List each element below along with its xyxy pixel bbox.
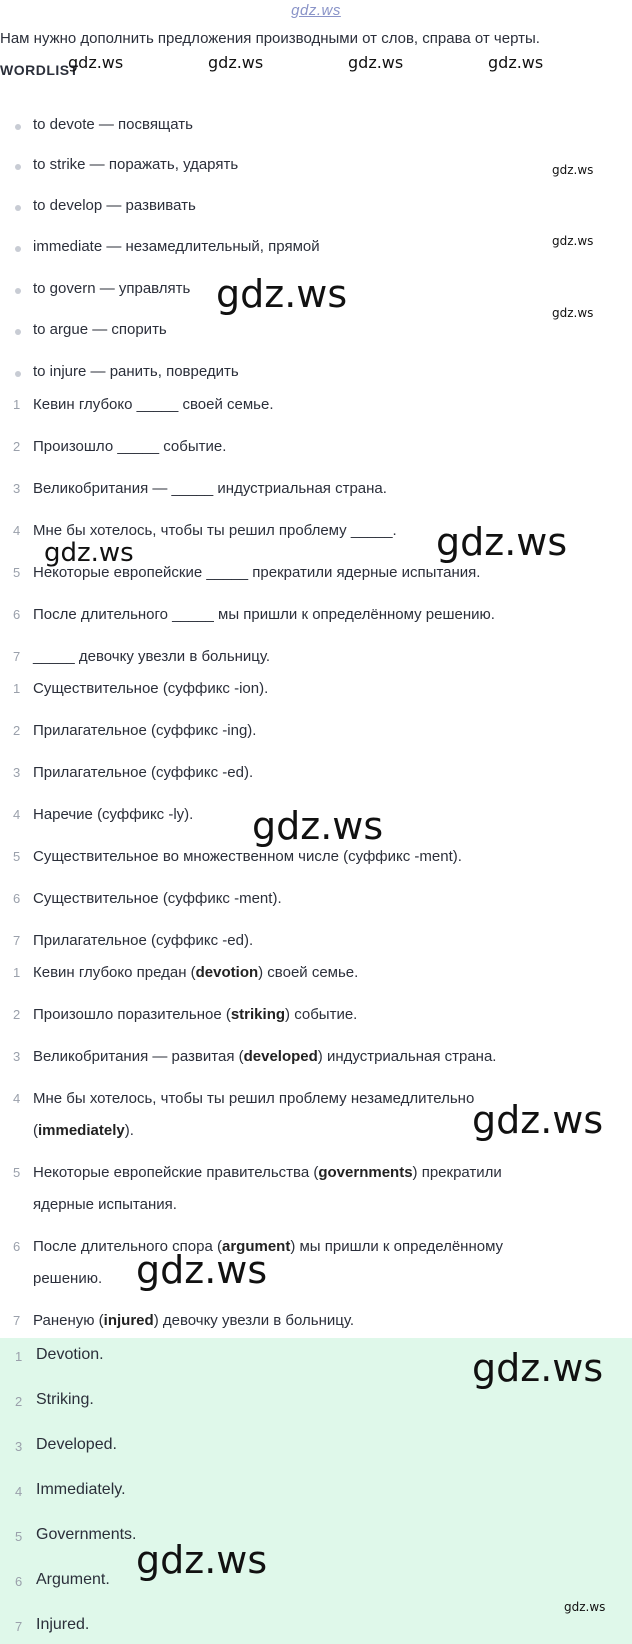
watermark: gdz.ws xyxy=(472,1346,604,1390)
answer-item: Injured. xyxy=(36,1616,90,1633)
watermark: gdz.ws xyxy=(252,804,384,848)
item-number: 2 xyxy=(13,1007,21,1022)
site-logo[interactable]: gdz.ws xyxy=(291,2,341,19)
item-number: 1 xyxy=(13,965,21,980)
task-sentence: После длительного _____ мы пришли к определённому решению. xyxy=(33,606,495,623)
bullet-icon xyxy=(15,124,21,130)
answer-word: immediately xyxy=(38,1122,125,1139)
answer-item: Developed. xyxy=(36,1436,117,1453)
item-number: 5 xyxy=(13,849,21,864)
filled-sentence: Великобритания — развитая (developed) индустриальная страна. xyxy=(33,1048,497,1065)
answer-item: Striking. xyxy=(36,1391,94,1408)
wordlist-item: to strike — поражать, ударять xyxy=(33,156,239,173)
task-sentence: Великобритания — _____ индустриальная страна. xyxy=(33,480,387,497)
watermark: gdz.ws xyxy=(472,1098,604,1142)
answer-word: developed xyxy=(243,1048,318,1065)
filled-sentence-cont: ядерные испытания. xyxy=(33,1196,177,1213)
wordlist-item: to argue — спорить xyxy=(33,321,167,338)
watermark: gdz.ws xyxy=(552,306,594,320)
item-number: 6 xyxy=(13,607,21,622)
task-sentence: Некоторые европейские _____ прекратили ядерные испытания. xyxy=(33,564,481,581)
answer-word: argument xyxy=(221,1238,291,1255)
answer-item: Devotion. xyxy=(36,1346,104,1363)
item-number: 6 xyxy=(13,1239,21,1254)
item-number: 2 xyxy=(15,1394,23,1409)
item-number: 2 xyxy=(13,723,21,738)
hint-text: Прилагательное (суффикс -ed). xyxy=(33,932,254,949)
item-number: 5 xyxy=(13,565,21,580)
item-number: 1 xyxy=(15,1349,23,1364)
hint-text: Существительное (суффикс -ion). xyxy=(33,680,269,697)
task-sentence: Кевин глубоко _____ своей семье. xyxy=(33,396,274,413)
bullet-icon xyxy=(15,164,21,170)
filled-sentence: Мне бы хотелось, чтобы ты решил проблему незамедлительно xyxy=(33,1090,475,1107)
watermark: gdz.ws xyxy=(44,538,134,568)
hint-text: Прилагательное (суффикс -ed). xyxy=(33,764,254,781)
wordlist-title: WORDLIST xyxy=(0,62,79,78)
watermark: gdz.ws xyxy=(552,234,594,248)
item-number: 4 xyxy=(13,807,21,822)
watermark: gdz.ws xyxy=(552,163,594,177)
bullet-icon xyxy=(15,371,21,377)
watermark: gdz.ws xyxy=(216,272,348,316)
item-number: 4 xyxy=(13,523,21,538)
item-number: 7 xyxy=(13,649,21,664)
wordlist-item: to develop — развивать xyxy=(33,197,196,214)
item-number: 4 xyxy=(15,1484,23,1499)
item-number: 3 xyxy=(13,1049,21,1064)
task-sentence: Произошло _____ событие. xyxy=(33,438,227,455)
hint-text: Существительное во множественном числе (суффикс -ment). xyxy=(33,848,462,865)
wordlist-item: to injure — ранить, повредить xyxy=(33,363,239,380)
answer-word: striking xyxy=(230,1006,286,1023)
wordlist-item: to devote — посвящать xyxy=(33,116,193,133)
filled-sentence: Раненую (injured) девочку увезли в больницу. xyxy=(33,1312,355,1329)
bullet-icon xyxy=(15,205,21,211)
answer-word: injured xyxy=(103,1312,154,1329)
item-number: 4 xyxy=(13,1091,21,1106)
watermark: gdz.ws xyxy=(208,53,264,72)
item-number: 3 xyxy=(13,481,21,496)
item-number: 7 xyxy=(15,1619,23,1634)
item-number: 2 xyxy=(13,439,21,454)
intro-text: Нам нужно дополнить предложения производными от слов, справа от черты. xyxy=(0,30,540,47)
filled-sentence-cont: решению. xyxy=(33,1270,103,1287)
bullet-icon xyxy=(15,288,21,294)
watermark: gdz.ws xyxy=(564,1600,606,1614)
item-number: 3 xyxy=(15,1439,23,1454)
watermark: gdz.ws xyxy=(348,53,404,72)
hint-text: Существительное (суффикс -ment). xyxy=(33,890,282,907)
item-number: 1 xyxy=(13,681,21,696)
item-number: 5 xyxy=(13,1165,21,1180)
watermark: gdz.ws xyxy=(488,53,544,72)
watermark: gdz.ws xyxy=(68,53,124,72)
item-number: 7 xyxy=(13,1313,21,1328)
filled-sentence: Кевин глубоко предан (devotion) своей семье. xyxy=(33,964,359,981)
answer-word: governments xyxy=(318,1164,413,1181)
answer-word: devotion xyxy=(195,964,259,981)
bullet-icon xyxy=(15,329,21,335)
answer-item: Governments. xyxy=(36,1526,137,1543)
filled-sentence: Некоторые европейские правительства (governments) прекратили xyxy=(33,1164,502,1181)
answer-item: Argument. xyxy=(36,1571,110,1588)
filled-sentence: После длительного спора (argument) мы пришли к определённому xyxy=(33,1238,504,1255)
filled-sentence-cont: (immediately). xyxy=(33,1122,134,1139)
item-number: 7 xyxy=(13,933,21,948)
task-sentence: _____ девочку увезли в больницу. xyxy=(33,648,271,665)
item-number: 1 xyxy=(13,397,21,412)
bullet-icon xyxy=(15,246,21,252)
watermark: gdz.ws xyxy=(136,1248,268,1292)
wordlist-item: immediate — незамедлительный, прямой xyxy=(33,238,320,255)
filled-sentence: Произошло поразительное (striking) событие. xyxy=(33,1006,358,1023)
hint-text: Наречие (суффикс -ly). xyxy=(33,806,194,823)
item-number: 5 xyxy=(15,1529,23,1544)
hint-text: Прилагательное (суффикс -ing). xyxy=(33,722,257,739)
item-number: 3 xyxy=(13,765,21,780)
wordlist-item: to govern — управлять xyxy=(33,280,191,297)
item-number: 6 xyxy=(13,891,21,906)
item-number: 6 xyxy=(15,1574,23,1589)
task-sentence: Мне бы хотелось, чтобы ты решил проблему _____. xyxy=(33,522,397,539)
watermark: gdz.ws xyxy=(436,520,568,564)
answer-item: Immediately. xyxy=(36,1481,126,1498)
watermark: gdz.ws xyxy=(136,1538,268,1582)
